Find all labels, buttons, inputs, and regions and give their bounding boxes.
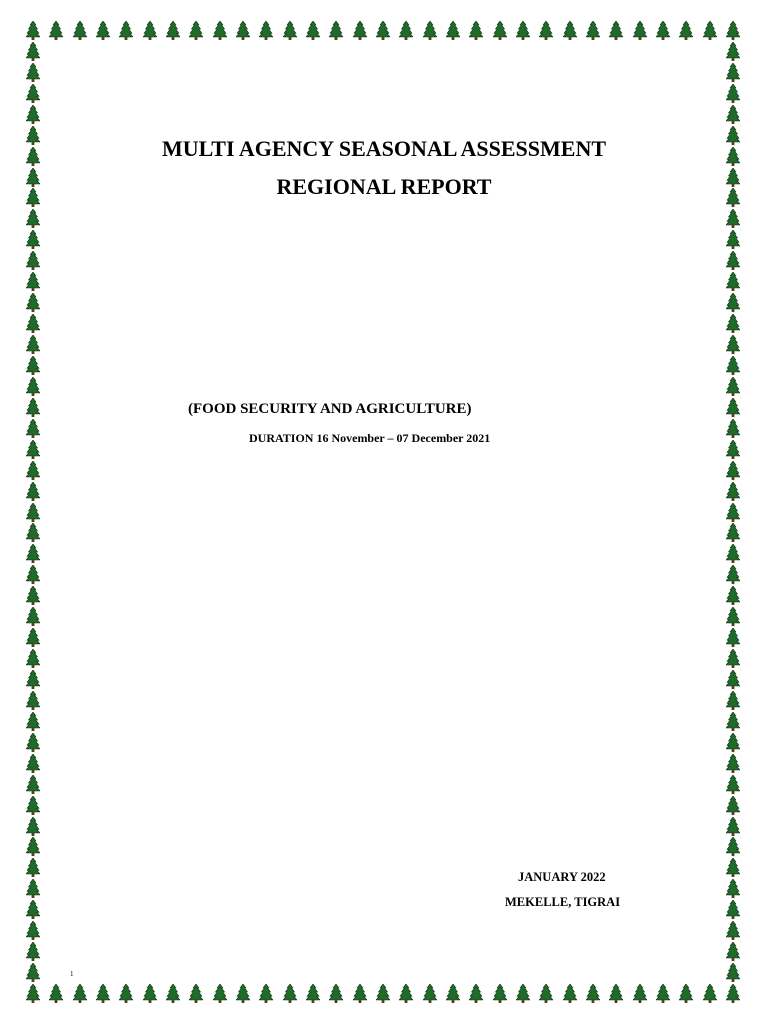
- pine-tree-icon: [26, 419, 40, 438]
- report-subtitle: (FOOD SECURITY AND AGRICULTURE): [188, 401, 472, 417]
- pine-tree-icon: [283, 21, 297, 40]
- pine-tree-icon: [726, 712, 740, 731]
- pine-tree-icon: [469, 984, 483, 1003]
- pine-tree-icon: [26, 544, 40, 563]
- pine-tree-icon: [166, 984, 180, 1003]
- pine-tree-icon: [493, 21, 507, 40]
- pine-tree-icon: [703, 984, 717, 1003]
- pine-tree-icon: [329, 984, 343, 1003]
- pine-tree-icon: [726, 335, 740, 354]
- pine-tree-icon: [26, 84, 40, 103]
- pine-tree-icon: [726, 796, 740, 815]
- page-number: 1: [70, 970, 74, 978]
- pine-tree-icon: [26, 775, 40, 794]
- pine-tree-icon: [26, 586, 40, 605]
- pine-tree-icon: [726, 879, 740, 898]
- pine-tree-icon: [726, 21, 740, 40]
- pine-tree-icon: [353, 21, 367, 40]
- pine-tree-icon: [399, 21, 413, 40]
- pine-tree-icon: [563, 21, 577, 40]
- pine-tree-icon: [26, 607, 40, 626]
- pine-tree-icon: [423, 984, 437, 1003]
- pine-tree-icon: [726, 984, 740, 1003]
- pine-tree-icon: [26, 105, 40, 124]
- pine-tree-icon: [726, 63, 740, 82]
- pine-tree-icon: [143, 21, 157, 40]
- pine-tree-icon: [26, 440, 40, 459]
- pine-tree-icon: [26, 628, 40, 647]
- pine-tree-icon: [446, 984, 460, 1003]
- pine-tree-icon: [189, 21, 203, 40]
- pine-tree-icon: [26, 754, 40, 773]
- pine-tree-icon: [726, 942, 740, 961]
- pine-tree-icon: [306, 21, 320, 40]
- pine-tree-icon: [143, 984, 157, 1003]
- report-date: JANUARY 2022: [518, 870, 606, 884]
- pine-tree-icon: [26, 963, 40, 982]
- pine-tree-icon: [26, 837, 40, 856]
- pine-tree-icon: [376, 21, 390, 40]
- pine-tree-icon: [353, 984, 367, 1003]
- pine-tree-icon: [469, 21, 483, 40]
- pine-tree-icon: [376, 984, 390, 1003]
- pine-tree-icon: [329, 21, 343, 40]
- pine-tree-icon: [726, 649, 740, 668]
- pine-tree-icon: [586, 984, 600, 1003]
- pine-tree-icon: [726, 754, 740, 773]
- pine-tree-icon: [26, 733, 40, 752]
- pine-tree-icon: [26, 251, 40, 270]
- pine-tree-icon: [726, 670, 740, 689]
- pine-tree-icon: [26, 921, 40, 940]
- pine-tree-icon: [726, 272, 740, 291]
- pine-tree-icon: [73, 21, 87, 40]
- pine-tree-icon: [539, 21, 553, 40]
- pine-tree-icon: [726, 356, 740, 375]
- pine-tree-icon: [26, 461, 40, 480]
- pine-tree-icon: [26, 230, 40, 249]
- pine-tree-icon: [26, 691, 40, 710]
- pine-tree-icon: [26, 879, 40, 898]
- pine-tree-icon: [726, 775, 740, 794]
- pine-tree-icon: [96, 984, 110, 1003]
- pine-tree-icon: [26, 817, 40, 836]
- pine-tree-icon: [26, 984, 40, 1003]
- pine-tree-icon: [26, 942, 40, 961]
- pine-tree-icon: [26, 377, 40, 396]
- pine-tree-icon: [26, 293, 40, 312]
- pine-tree-icon: [26, 523, 40, 542]
- pine-tree-icon: [26, 335, 40, 354]
- pine-tree-icon: [726, 419, 740, 438]
- pine-tree-icon: [26, 900, 40, 919]
- pine-tree-icon: [26, 63, 40, 82]
- pine-tree-icon: [119, 21, 133, 40]
- pine-tree-icon: [633, 21, 647, 40]
- pine-tree-icon: [726, 440, 740, 459]
- pine-tree-icon: [726, 84, 740, 103]
- pine-tree-icon: [73, 984, 87, 1003]
- pine-tree-icon: [189, 984, 203, 1003]
- pine-tree-icon: [656, 21, 670, 40]
- pine-tree-icon: [26, 503, 40, 522]
- pine-tree-icon: [726, 523, 740, 542]
- pine-tree-icon: [633, 984, 647, 1003]
- pine-tree-icon: [726, 105, 740, 124]
- pine-tree-icon: [236, 21, 250, 40]
- pine-tree-icon: [26, 482, 40, 501]
- pine-tree-icon: [26, 858, 40, 877]
- pine-tree-icon: [26, 21, 40, 40]
- pine-tree-icon: [726, 900, 740, 919]
- assessment-duration: DURATION 16 November – 07 December 2021: [249, 431, 491, 445]
- pine-tree-icon: [726, 963, 740, 982]
- pine-tree-icon: [726, 314, 740, 333]
- pine-tree-icon: [26, 670, 40, 689]
- pine-tree-icon: [726, 293, 740, 312]
- pine-tree-icon: [26, 272, 40, 291]
- report-title-line-2: REGIONAL REPORT: [276, 174, 492, 199]
- pine-tree-icon: [213, 984, 227, 1003]
- pine-tree-icon: [726, 586, 740, 605]
- pine-tree-icon: [726, 607, 740, 626]
- pine-tree-icon: [563, 984, 577, 1003]
- pine-tree-icon: [726, 398, 740, 417]
- pine-tree-icon: [656, 984, 670, 1003]
- pine-tree-icon: [26, 356, 40, 375]
- report-location: MEKELLE, TIGRAI: [505, 895, 621, 909]
- pine-tree-icon: [703, 21, 717, 40]
- pine-tree-icon: [399, 984, 413, 1003]
- pine-tree-icon: [609, 21, 623, 40]
- pine-tree-icon: [539, 984, 553, 1003]
- pine-tree-icon: [726, 628, 740, 647]
- pine-tree-icon: [726, 837, 740, 856]
- pine-tree-icon: [726, 461, 740, 480]
- pine-tree-icon: [493, 984, 507, 1003]
- pine-tree-icon: [283, 984, 297, 1003]
- pine-tree-icon: [26, 565, 40, 584]
- pine-tree-icon: [726, 251, 740, 270]
- pine-tree-icon: [726, 817, 740, 836]
- pine-tree-icon: [96, 21, 110, 40]
- pine-tree-icon: [166, 21, 180, 40]
- pine-tree-icon: [726, 377, 740, 396]
- pine-tree-icon: [26, 209, 40, 228]
- pine-tree-icon: [26, 398, 40, 417]
- pine-tree-icon: [586, 21, 600, 40]
- pine-tree-icon: [26, 314, 40, 333]
- pine-tree-icon: [516, 21, 530, 40]
- pine-tree-icon: [49, 21, 63, 40]
- pine-tree-icon: [26, 649, 40, 668]
- pine-tree-icon: [516, 984, 530, 1003]
- pine-tree-icon: [726, 544, 740, 563]
- pine-tree-icon: [213, 21, 227, 40]
- pine-tree-icon: [726, 230, 740, 249]
- pine-tree-icon: [679, 984, 693, 1003]
- report-title-line-1: MULTI AGENCY SEASONAL ASSESSMENT: [161, 136, 607, 161]
- pine-tree-icon: [26, 796, 40, 815]
- pine-tree-icon: [726, 503, 740, 522]
- pine-tree-icon: [446, 21, 460, 40]
- pine-tree-icon: [679, 21, 693, 40]
- pine-tree-icon: [609, 984, 623, 1003]
- pine-tree-icon: [726, 733, 740, 752]
- pine-tree-icon: [306, 984, 320, 1003]
- pine-tree-icon: [726, 482, 740, 501]
- pine-tree-icon: [726, 565, 740, 584]
- pine-tree-icon: [259, 984, 273, 1003]
- pine-tree-icon: [726, 42, 740, 61]
- pine-tree-icon: [26, 712, 40, 731]
- pine-tree-icon: [726, 921, 740, 940]
- pine-tree-icon: [423, 21, 437, 40]
- pine-tree-icon: [259, 21, 273, 40]
- pine-tree-icon: [49, 984, 63, 1003]
- pine-tree-icon: [726, 691, 740, 710]
- pine-tree-icon: [236, 984, 250, 1003]
- pine-tree-icon: [726, 209, 740, 228]
- pine-tree-icon: [26, 42, 40, 61]
- pine-tree-icon: [726, 858, 740, 877]
- pine-tree-icon: [119, 984, 133, 1003]
